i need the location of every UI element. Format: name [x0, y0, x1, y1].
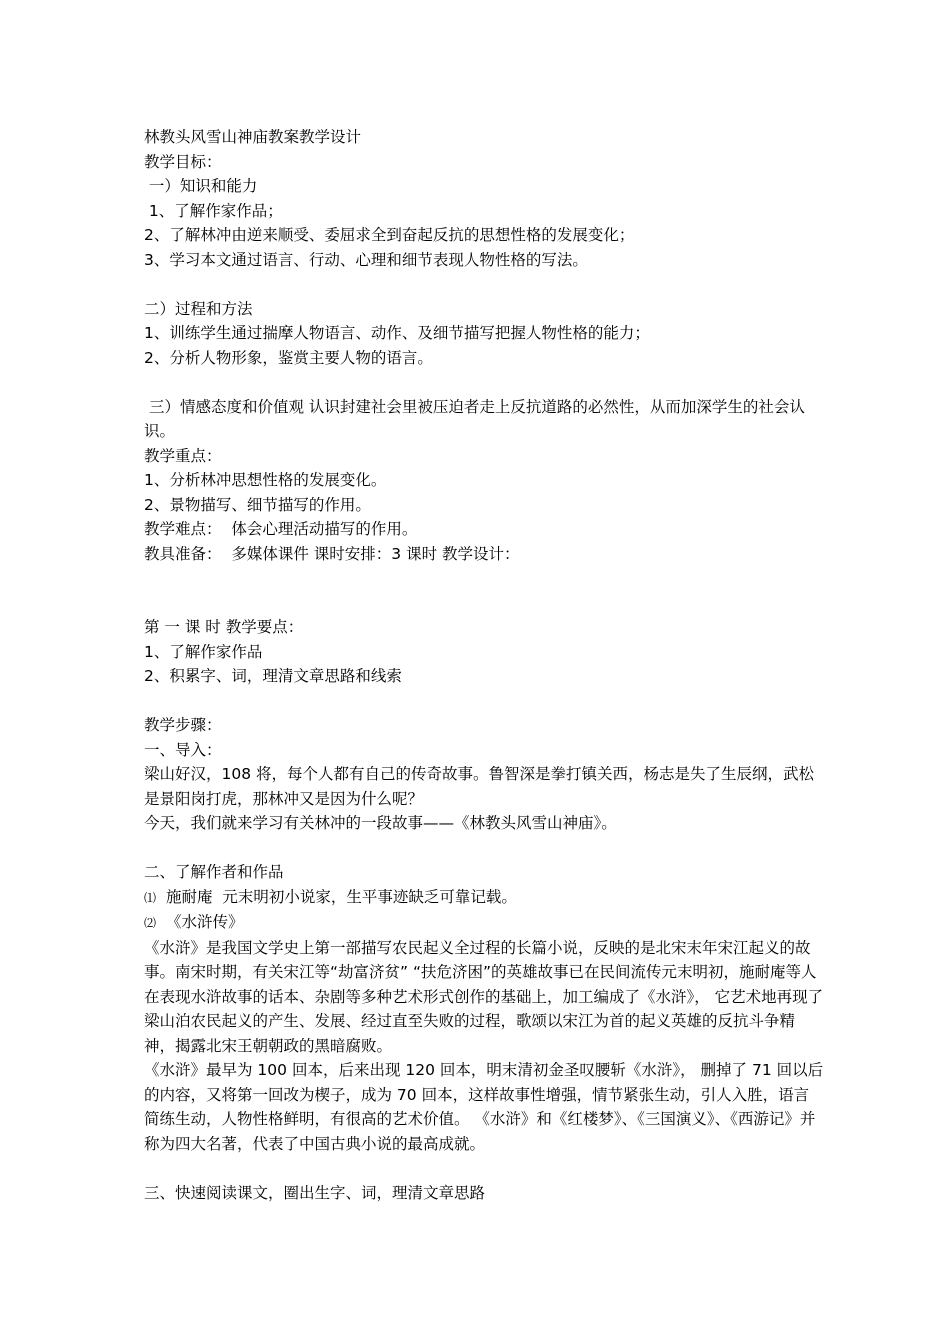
lesson1-item-2: 2、积累字、词，理清文章思路和线索	[144, 667, 402, 685]
knowledge-item-2: 2、了解林冲由逆来顺受、委屈求全到奋起反抗的思想性格的发展变化；	[144, 226, 635, 244]
item-number-2: ⑵	[144, 916, 157, 930]
shuihu-paragraph-1: 《水浒》是我国文学史上第一部描写农民起义全过程的长篇小说，反映的是北宋末年宋江起义的故事。南宋时期，有关宋江等“劫富济贫” “扶危济困”的英雄故事已在民间流传元末明初，施耐庵等人在表现水浒故事的话本、杂剧等多种艺术形式创作的基础上，加工编成了《水浒》， 它艺术地再现了梁山泊农民起义的产生、发展、经过直至失败的过程，歌颂以宋江为首的起义英雄的反抗斗争精神，揭露北宋王朝朝政的黑暗腐败。	[144, 938, 824, 1055]
item-number-1: ⑴	[144, 890, 157, 905]
document-page	[144, 125, 824, 1205]
knowledge-heading: 一）知识和能力	[144, 177, 258, 195]
process-item-2: 2、分析人物形象，鉴赏主要人物的语言。	[144, 348, 433, 367]
process-item-1: 1、训练学生通过揣摩人物语言、动作、及细节描写把握人物性格的能力；	[144, 324, 650, 342]
preparation: 教具准备： 多媒体课件 课时安排：3 课时 教学设计：	[144, 544, 520, 563]
intro-paragraph-1: 梁山好汉，108 将，每个人都有自己的传奇故事。鲁智深是拳打镇关西，杨志是失了生辰纲，武松是景阳岗打虎，那林冲又是因为什么呢？	[144, 765, 815, 808]
author-heading: 二、了解作者和作品	[144, 863, 284, 881]
author-item-1	[144, 885, 824, 911]
process-heading: 二）过程和方法	[144, 299, 253, 318]
knowledge-item-1: 1、了解作家作品；	[144, 201, 283, 220]
shuihu-paragraph-2: 《水浒》最早为 100 回本，后来出现 120 回本，明末清初金圣叹腰斩《水浒》， 删掉了 71 回以后的内容，又将第一回改为楔子，成为 70 回本，这样故事性增强，情节紧张生动，引人入胜，语言简练生动，人物性格鲜明，有很高的艺术价值。 《水浒》和《红楼梦》、《三国演义》、《西游记》并称为四大名著，代表了中国古典小说的最高成就。	[144, 1061, 824, 1153]
lesson1-item-1: 1、了解作家作品	[144, 642, 263, 661]
key-point-2: 2、景物描写、细节描写的作用。	[144, 495, 371, 514]
doc-title: 林教头风雪山神庙教案教学设计	[144, 128, 362, 146]
knowledge-item-3: 3、学习本文通过语言、行动、心理和细节表现人物性格的写法。	[144, 250, 588, 269]
author-item-2-text: 《水浒传》	[166, 913, 244, 931]
steps-heading: 教学步骤：	[144, 716, 222, 734]
difficulty: 教学难点： 体会心理活动描写的作用。	[144, 520, 418, 538]
intro-paragraph-2: 今天，我们就来学习有关林冲的一段故事——《林教头风雪山神庙》。	[144, 814, 617, 832]
reading-heading: 三、快速阅读课文，圈出生字、词，理清文章思路	[144, 1183, 486, 1202]
key-points-heading: 教学重点：	[144, 446, 222, 465]
intro-heading: 一、导入：	[144, 740, 222, 759]
lesson1-heading: 第 一 课 时 教学要点：	[144, 618, 304, 636]
author-item-1-text: 施耐庵 元末明初小说家，生平事迹缺乏可靠记载。	[166, 887, 517, 906]
emotion-paragraph: 三）情感态度和价值观 认识封建社会里被压迫者走上反抗道路的必然性，从而加深学生的社会认识。	[144, 397, 805, 440]
author-item-2	[144, 910, 824, 936]
objectives-heading: 教学目标：	[144, 152, 222, 171]
key-point-1: 1、分析林冲思想性格的发展变化。	[144, 471, 387, 489]
